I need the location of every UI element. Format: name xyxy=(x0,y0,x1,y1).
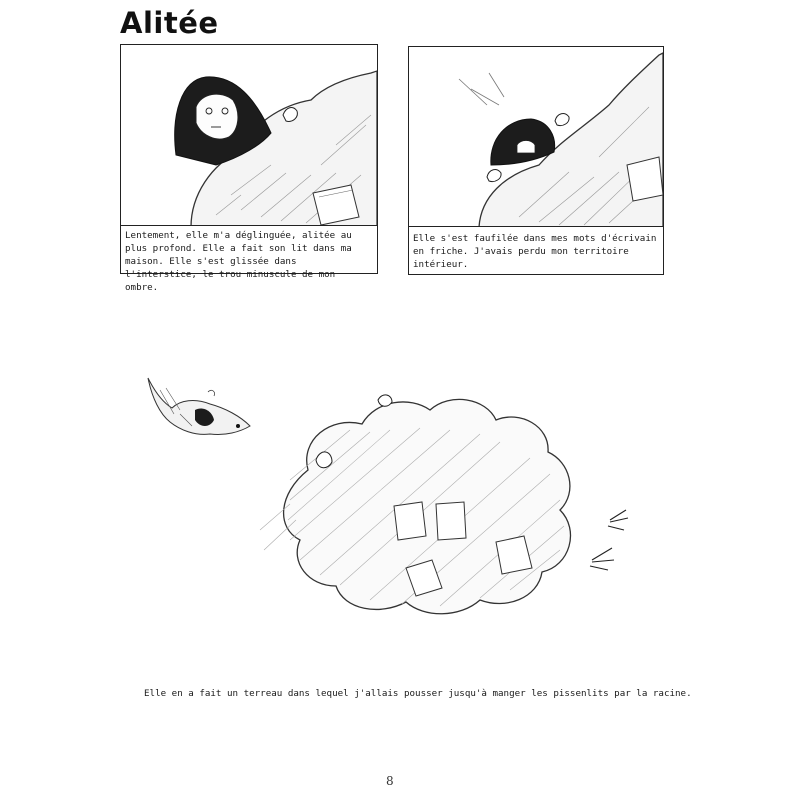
panel-1-caption: Lentement, elle m'a déglinguée, alitée au plus profond. Elle a fait son lit dans ma maison. Elle s'est glissée dans l'interstice, le trou minuscule de mon ombre. xyxy=(121,225,377,273)
woman-hand-left xyxy=(487,170,501,182)
panel-1-drawing xyxy=(121,45,377,227)
panel-2-caption: Elle s'est faufilée dans mes mots d'écrivain en friche. J'avais perdu mon territoire intérieur. xyxy=(409,226,663,274)
comic-panel-1 xyxy=(120,44,378,293)
woman-eyes xyxy=(517,141,535,154)
hand-right-2 xyxy=(590,548,614,570)
book xyxy=(627,157,663,201)
illustration-caption: Elle en a fait un terreau dans lequel j'allais pousser jusqu'à manger les pissenlits par la racine. xyxy=(144,688,692,699)
page-title: Alitée xyxy=(120,6,219,40)
woman-hand-right xyxy=(555,114,569,126)
hand-left xyxy=(316,452,332,468)
panel-2-drawing xyxy=(409,47,663,227)
cloud-illustration xyxy=(140,370,660,630)
comic-panel-2 xyxy=(408,46,664,275)
page-number: 8 xyxy=(386,774,394,788)
woman-face xyxy=(196,94,238,139)
hand-right-1 xyxy=(608,510,628,530)
fox-creature xyxy=(148,378,250,435)
hand-top xyxy=(378,395,392,406)
